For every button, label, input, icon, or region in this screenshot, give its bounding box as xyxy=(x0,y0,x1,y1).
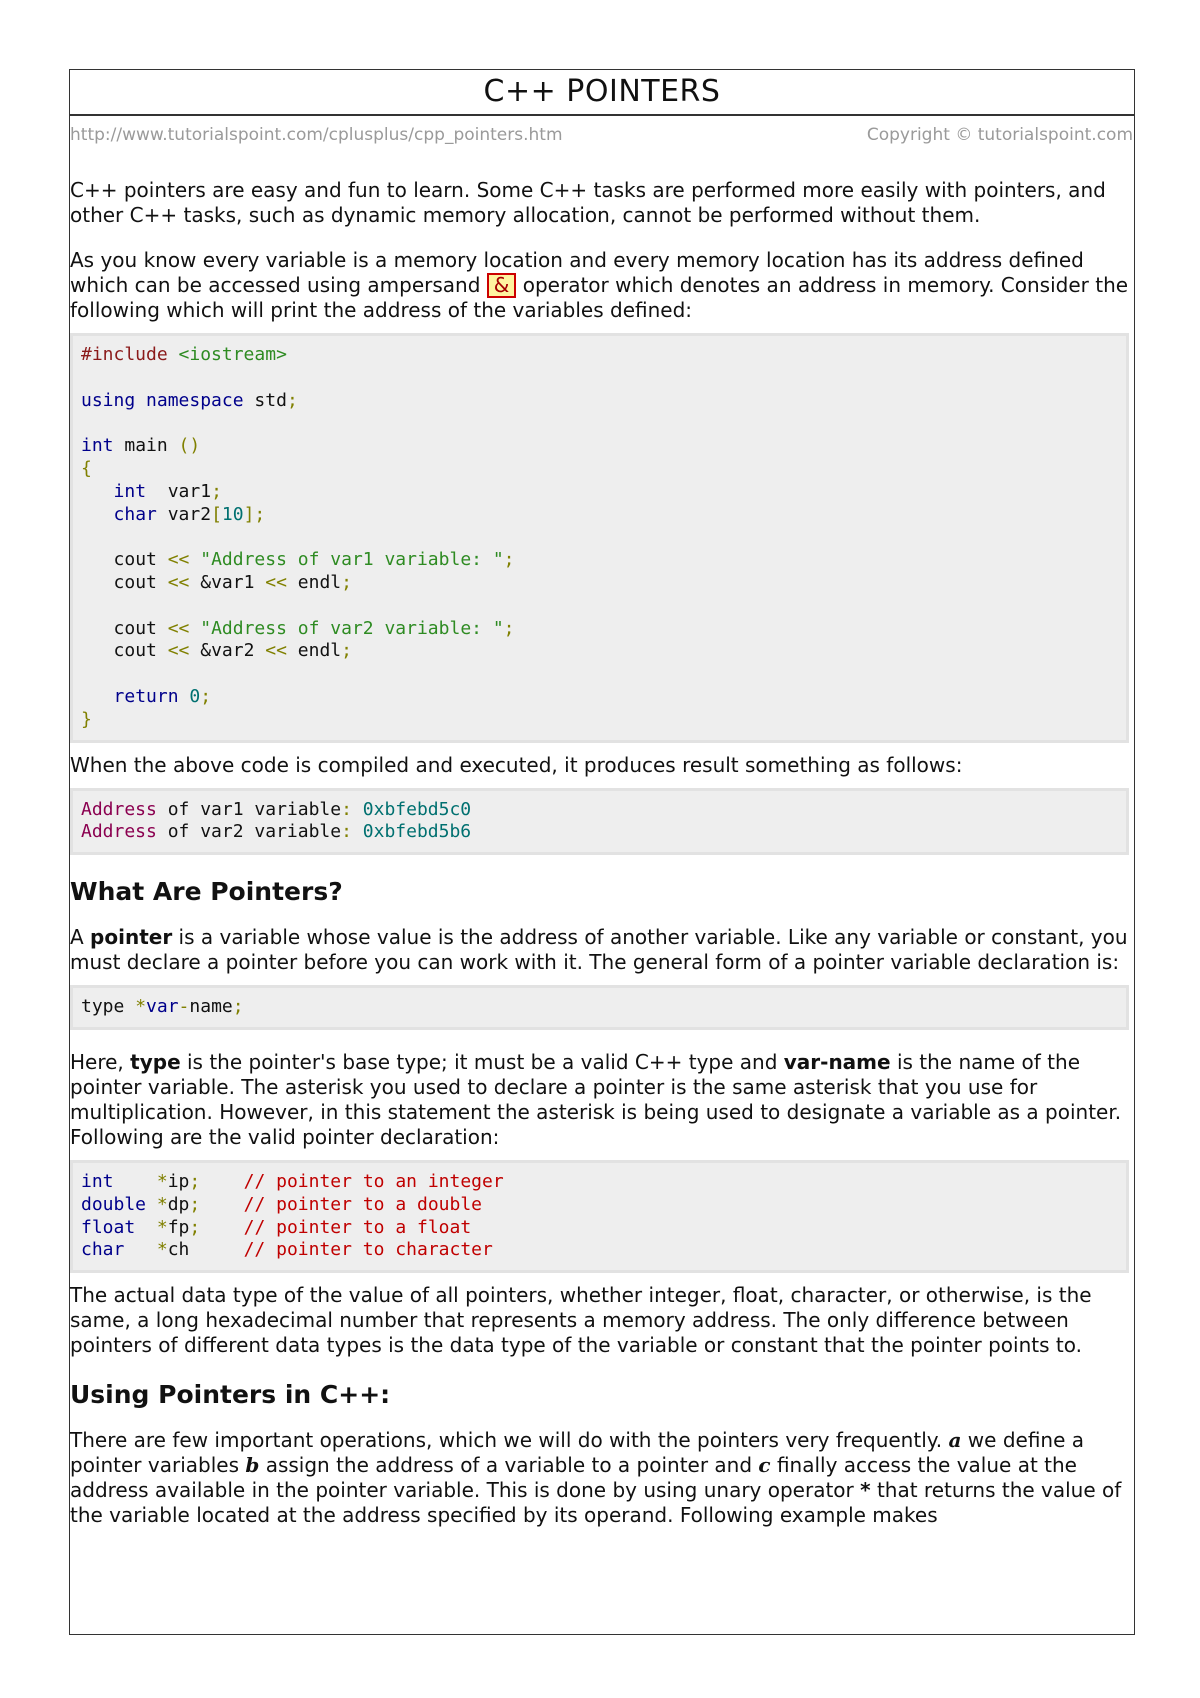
code-token: ; xyxy=(503,617,515,639)
copyright-notice: Copyright © tutorialspoint.com xyxy=(866,125,1133,145)
text-run: is a variable whose value is the address of another variable. Like any variable or constant, you must declare a pointer before you can work with it. The general form of a pointer variable declaration is: xyxy=(70,925,1128,975)
output-token: 0xbfebd5b6 xyxy=(351,821,472,843)
code-token: } xyxy=(81,708,92,730)
code-token: { xyxy=(81,457,92,479)
code-token: main xyxy=(113,435,179,457)
code-comment: // pointer to an integer xyxy=(243,1170,504,1192)
code-token: << xyxy=(167,617,190,639)
code-token: * xyxy=(156,1239,168,1261)
code-token: ; xyxy=(286,389,298,411)
intro-p2-text: As you know every variable is a memory location and every memory location has its address defined which can be accessed using ampersand xyxy=(70,248,1084,297)
text-run: A xyxy=(70,925,91,950)
code-token: ; xyxy=(341,640,352,662)
code-token: cout xyxy=(113,549,168,571)
source-url[interactable]: http://www.tutorialspoint.com/cplusplus/cpp_pointers.htm xyxy=(70,125,563,145)
code-token: float xyxy=(81,1216,136,1238)
code-token: namespace xyxy=(146,389,244,411)
term-var-name: var-name xyxy=(783,1049,891,1074)
code-token xyxy=(200,1171,243,1192)
output-token: : xyxy=(341,821,352,843)
decl-row xyxy=(81,1239,493,1260)
page-frame xyxy=(69,69,1135,1635)
code-token: endl xyxy=(286,571,342,593)
code-token xyxy=(135,1217,157,1238)
code-token: int xyxy=(81,1170,114,1192)
intro-paragraph-1: C++ pointers are easy and fun to learn. Some C++ tasks are performed more easily with pointers, and other C++ tasks, such as dynamic memory allocation, cannot be performed without them. xyxy=(70,178,1106,227)
code-token: using xyxy=(81,389,136,411)
code-block-declaration-form xyxy=(70,985,1129,1030)
term-pointer: pointer xyxy=(90,925,173,950)
output-token: of var2 variable xyxy=(156,821,342,843)
using-pointers-paragraph xyxy=(70,1428,1134,1528)
page-title: C++ POINTERS xyxy=(70,70,1134,116)
ampersand-highlight: & xyxy=(487,273,517,298)
page-meta xyxy=(70,116,1134,154)
decl-row xyxy=(81,1171,504,1192)
code-token: ; xyxy=(211,480,222,502)
text-run: is the name of the pointer variable. The asterisk you used to declare a pointer is the same asterisk that you use for multiplication. However, in this statement the asterisk is being used to designate a variable as a pointer. Following are the valid pointer declaration: xyxy=(70,1049,1122,1149)
intro-paragraph-2 xyxy=(70,248,1134,323)
text-run: finally access the value at the address available in the pointer variable. This is done by using unary operator xyxy=(70,1453,1077,1503)
output-token: Address xyxy=(81,821,157,843)
code-block-address-example xyxy=(70,333,1129,743)
code-token: int xyxy=(81,435,114,457)
section-heading-using-pointers: Using Pointers in C++: xyxy=(70,1380,391,1410)
step-letter-b: b xyxy=(245,1453,260,1478)
text-run: that returns the value of the variable located at the address specified by its operand. Following example makes xyxy=(70,1478,1122,1528)
code-token: return xyxy=(113,685,179,707)
code-token: &var2 xyxy=(189,640,266,662)
code-token xyxy=(114,1171,157,1192)
code-token: - xyxy=(178,996,190,1018)
code-token: << xyxy=(265,571,287,593)
code-token: "Address of var1 variable: " xyxy=(189,549,504,571)
code-token: () xyxy=(178,435,201,457)
intro-p2-text-end: operator which denotes an address in memory. Consider the following which will print the address of the variables defined: xyxy=(70,273,1129,322)
code-token xyxy=(146,1194,157,1215)
code-token: * xyxy=(156,1170,168,1192)
step-letter-a: a xyxy=(948,1428,962,1453)
code-token: cout xyxy=(113,617,168,639)
code-token: ; xyxy=(200,685,212,707)
output-token: Address xyxy=(81,798,157,820)
output-token: : xyxy=(341,798,352,820)
text-run: is the pointer's base type; it must be a valid C++ type and xyxy=(180,1049,784,1074)
decl-row xyxy=(81,1217,471,1238)
code-token: cout xyxy=(113,640,168,662)
code-token: var xyxy=(146,996,179,1018)
step-letter-c: c xyxy=(758,1453,771,1478)
code-token: 10 xyxy=(221,503,244,525)
code-token: ; xyxy=(189,1193,201,1215)
code-token: ; xyxy=(503,549,515,571)
base-type-paragraph xyxy=(70,1050,1134,1150)
code-token: ch xyxy=(167,1239,190,1261)
code-token: cout xyxy=(113,571,168,593)
code-token: fp xyxy=(167,1216,190,1238)
code-token: << xyxy=(167,640,190,662)
text-run: Here, xyxy=(70,1049,131,1074)
code-token: char xyxy=(113,503,157,525)
code-token: << xyxy=(167,571,190,593)
code-token: * xyxy=(135,996,147,1018)
code-token: char xyxy=(81,1239,125,1261)
code-comment: // pointer to a double xyxy=(243,1193,483,1215)
code-token: #include xyxy=(81,344,168,365)
code-token: int xyxy=(113,480,147,502)
text-run: we define a pointer variables xyxy=(70,1428,1085,1478)
code-comment: // pointer to a float xyxy=(243,1216,472,1238)
data-type-paragraph: The actual data type of the value of all pointers, whether integer, float, character, or otherwise, is the same, a long hexadecimal number that represents a memory address. The only difference between pointers of different data types is the data type of the variable or constant that the pointer points to. xyxy=(70,1283,1092,1358)
code-token: ]; xyxy=(243,503,266,525)
code-token xyxy=(200,1194,243,1215)
code-token: "Address of var2 variable: " xyxy=(189,617,504,639)
code-token: std xyxy=(243,389,287,411)
output-block xyxy=(70,788,1129,856)
code-token: * xyxy=(156,1216,168,1238)
code-token: endl xyxy=(286,640,342,662)
code-token: &var1 xyxy=(189,571,266,593)
pointer-definition-paragraph xyxy=(70,925,1134,975)
code-token: << xyxy=(167,549,190,571)
code-token: double xyxy=(81,1193,147,1215)
code-block-pointer-declarations xyxy=(70,1160,1129,1273)
code-token: ; xyxy=(189,1170,201,1192)
code-token: [ xyxy=(211,503,222,525)
result-intro-text: When the above code is compiled and executed, it produces result something as follows: xyxy=(70,752,963,777)
code-token: ; xyxy=(232,996,244,1018)
code-token xyxy=(189,1239,243,1260)
output-token: of var1 variable xyxy=(156,798,342,820)
section-heading-what-are-pointers: What Are Pointers? xyxy=(70,877,343,907)
text-run: There are few important operations, which we will do with the pointers very frequently. xyxy=(70,1428,949,1453)
code-token: ; xyxy=(189,1216,201,1238)
code-token: 0 xyxy=(178,685,201,707)
term-type: type xyxy=(130,1049,181,1074)
code-token: dp xyxy=(167,1193,190,1215)
code-token: ip xyxy=(167,1170,190,1192)
code-token xyxy=(124,1239,157,1260)
code-token: name xyxy=(189,996,233,1018)
code-comment: // pointer to character xyxy=(243,1239,493,1261)
code-token: var1 xyxy=(146,480,212,502)
text-run: assign the address of a variable to a pointer and xyxy=(259,1453,759,1478)
code-token: type xyxy=(81,996,136,1018)
decl-row xyxy=(81,1194,482,1215)
code-token: * xyxy=(156,1193,168,1215)
output-token: 0xbfebd5c0 xyxy=(351,798,472,820)
code-token: <iostream> xyxy=(167,344,287,365)
code-token: << xyxy=(265,640,287,662)
code-token: var2 xyxy=(156,503,212,525)
code-token xyxy=(200,1217,243,1238)
code-token: ; xyxy=(341,571,352,593)
unary-operator: * xyxy=(860,1478,871,1503)
